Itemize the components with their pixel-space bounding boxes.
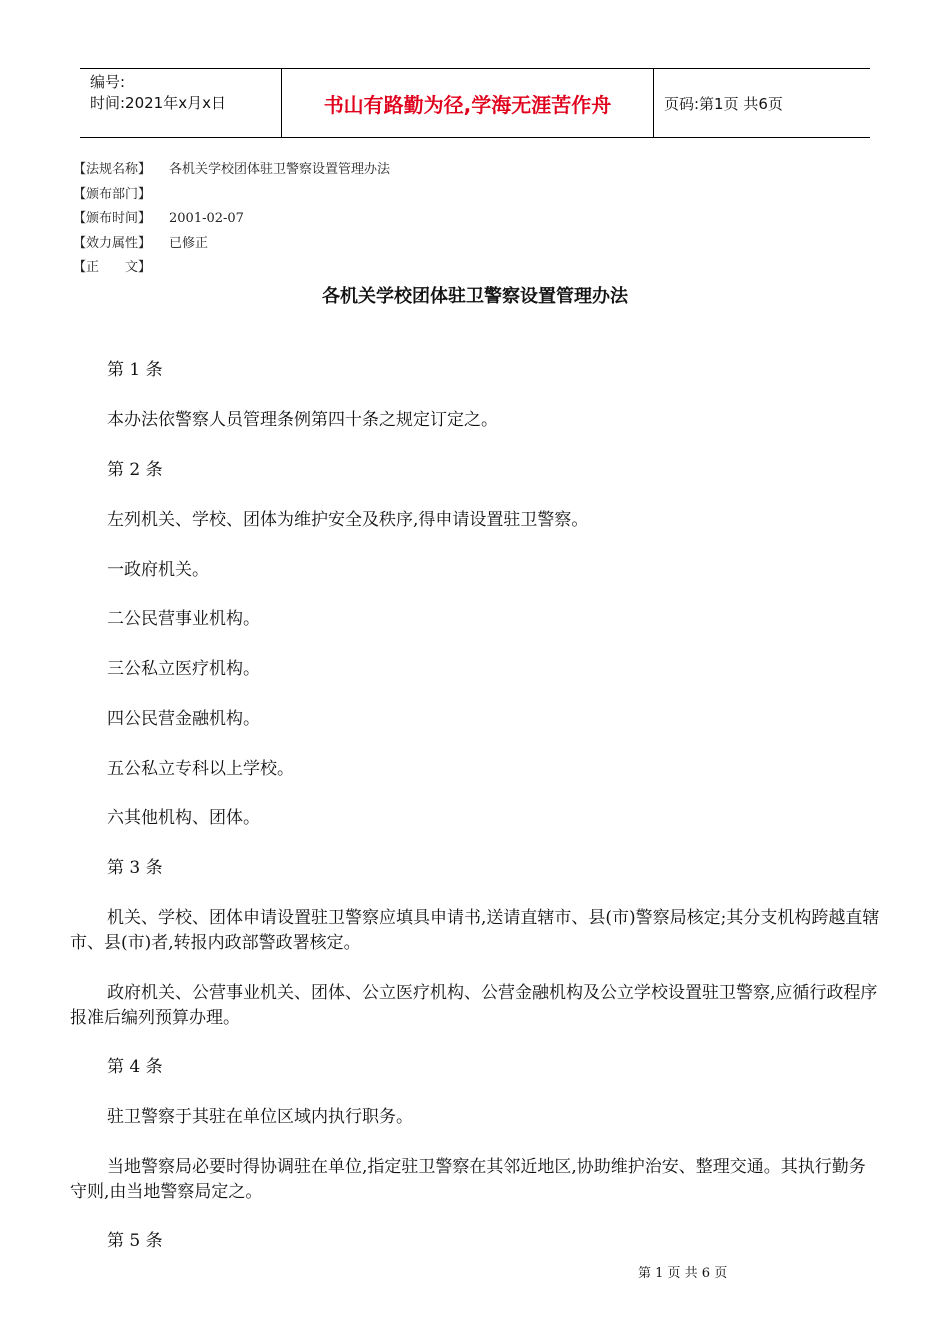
article-heading: 第 3 条	[107, 858, 163, 878]
paragraph: 五公私立专科以上学校。	[107, 759, 294, 779]
article-heading: 第 5 条	[107, 1231, 163, 1251]
paragraph: 政府机关、公营事业机关、团体、公立医疗机构、公营金融机构及公立学校设置驻卫警察,应循行政程序报准后编列预算办理。	[70, 983, 878, 1028]
meta-row-name	[73, 158, 390, 183]
page-header	[80, 68, 870, 138]
paragraph: 四公民营金融机构。	[107, 709, 260, 729]
meta-value: 已修正	[169, 235, 209, 251]
paragraph: 六其他机构、团体。	[107, 808, 260, 828]
paragraph: 左列机关、学校、团体为维护安全及秩序,得申请设置驻卫警察。	[107, 510, 589, 530]
meta-key: 【正 文】	[73, 260, 152, 276]
page-footer: 第 1 页 共 6 页	[638, 1266, 728, 1281]
document-title: 各机关学校团体驻卫警察设置管理办法	[322, 286, 628, 307]
article-heading: 第 4 条	[107, 1057, 163, 1077]
meta-key: 【效力属性】	[73, 235, 152, 251]
page-info: 页码:第1页 共6页	[664, 94, 783, 113]
meta-value: 各机关学校团体驻卫警察设置管理办法	[169, 162, 391, 177]
paragraph: 当地警察局必要时得协调驻在单位,指定驻卫警察在其邻近地区,协助维护治安、整理交通。其执行勤务守则,由当地警察局定之。	[70, 1157, 866, 1202]
meta-row-body	[73, 256, 390, 281]
metadata-block	[73, 158, 390, 281]
paragraph: 二公民营事业机构。	[107, 609, 260, 629]
paragraph: 驻卫警察于其驻在单位区域内执行职务。	[107, 1107, 413, 1127]
paragraph: 机关、学校、团体申请设置驻卫警察应填具申请书,送请直辖市、县(市)警察局核定;其分支机构跨越直辖市、县(市)者,转报内政部警政署核定。	[70, 908, 880, 953]
meta-key: 【法规名称】	[73, 162, 152, 177]
motto: 书山有路勤为径,学海无涯苦作舟	[282, 69, 654, 137]
meta-row-status	[73, 232, 390, 257]
paragraph: 本办法依警察人员管理条例第四十条之规定订定之。	[107, 410, 498, 430]
article-heading: 第 1 条	[107, 360, 163, 380]
meta-row-department	[73, 183, 390, 208]
time-label: 时间:2021年x月x日	[90, 94, 226, 112]
meta-row-date	[73, 207, 390, 232]
header-info-cell	[80, 69, 282, 137]
number-label: 编号:	[90, 73, 126, 91]
meta-key: 【颁布时间】	[73, 211, 152, 227]
meta-value: 2001-02-07	[169, 211, 244, 227]
article-heading: 第 2 条	[107, 460, 163, 480]
paragraph: 一政府机关。	[107, 560, 209, 580]
paragraph: 三公私立医疗机构。	[107, 659, 260, 679]
meta-key: 【颁布部门】	[73, 186, 152, 202]
